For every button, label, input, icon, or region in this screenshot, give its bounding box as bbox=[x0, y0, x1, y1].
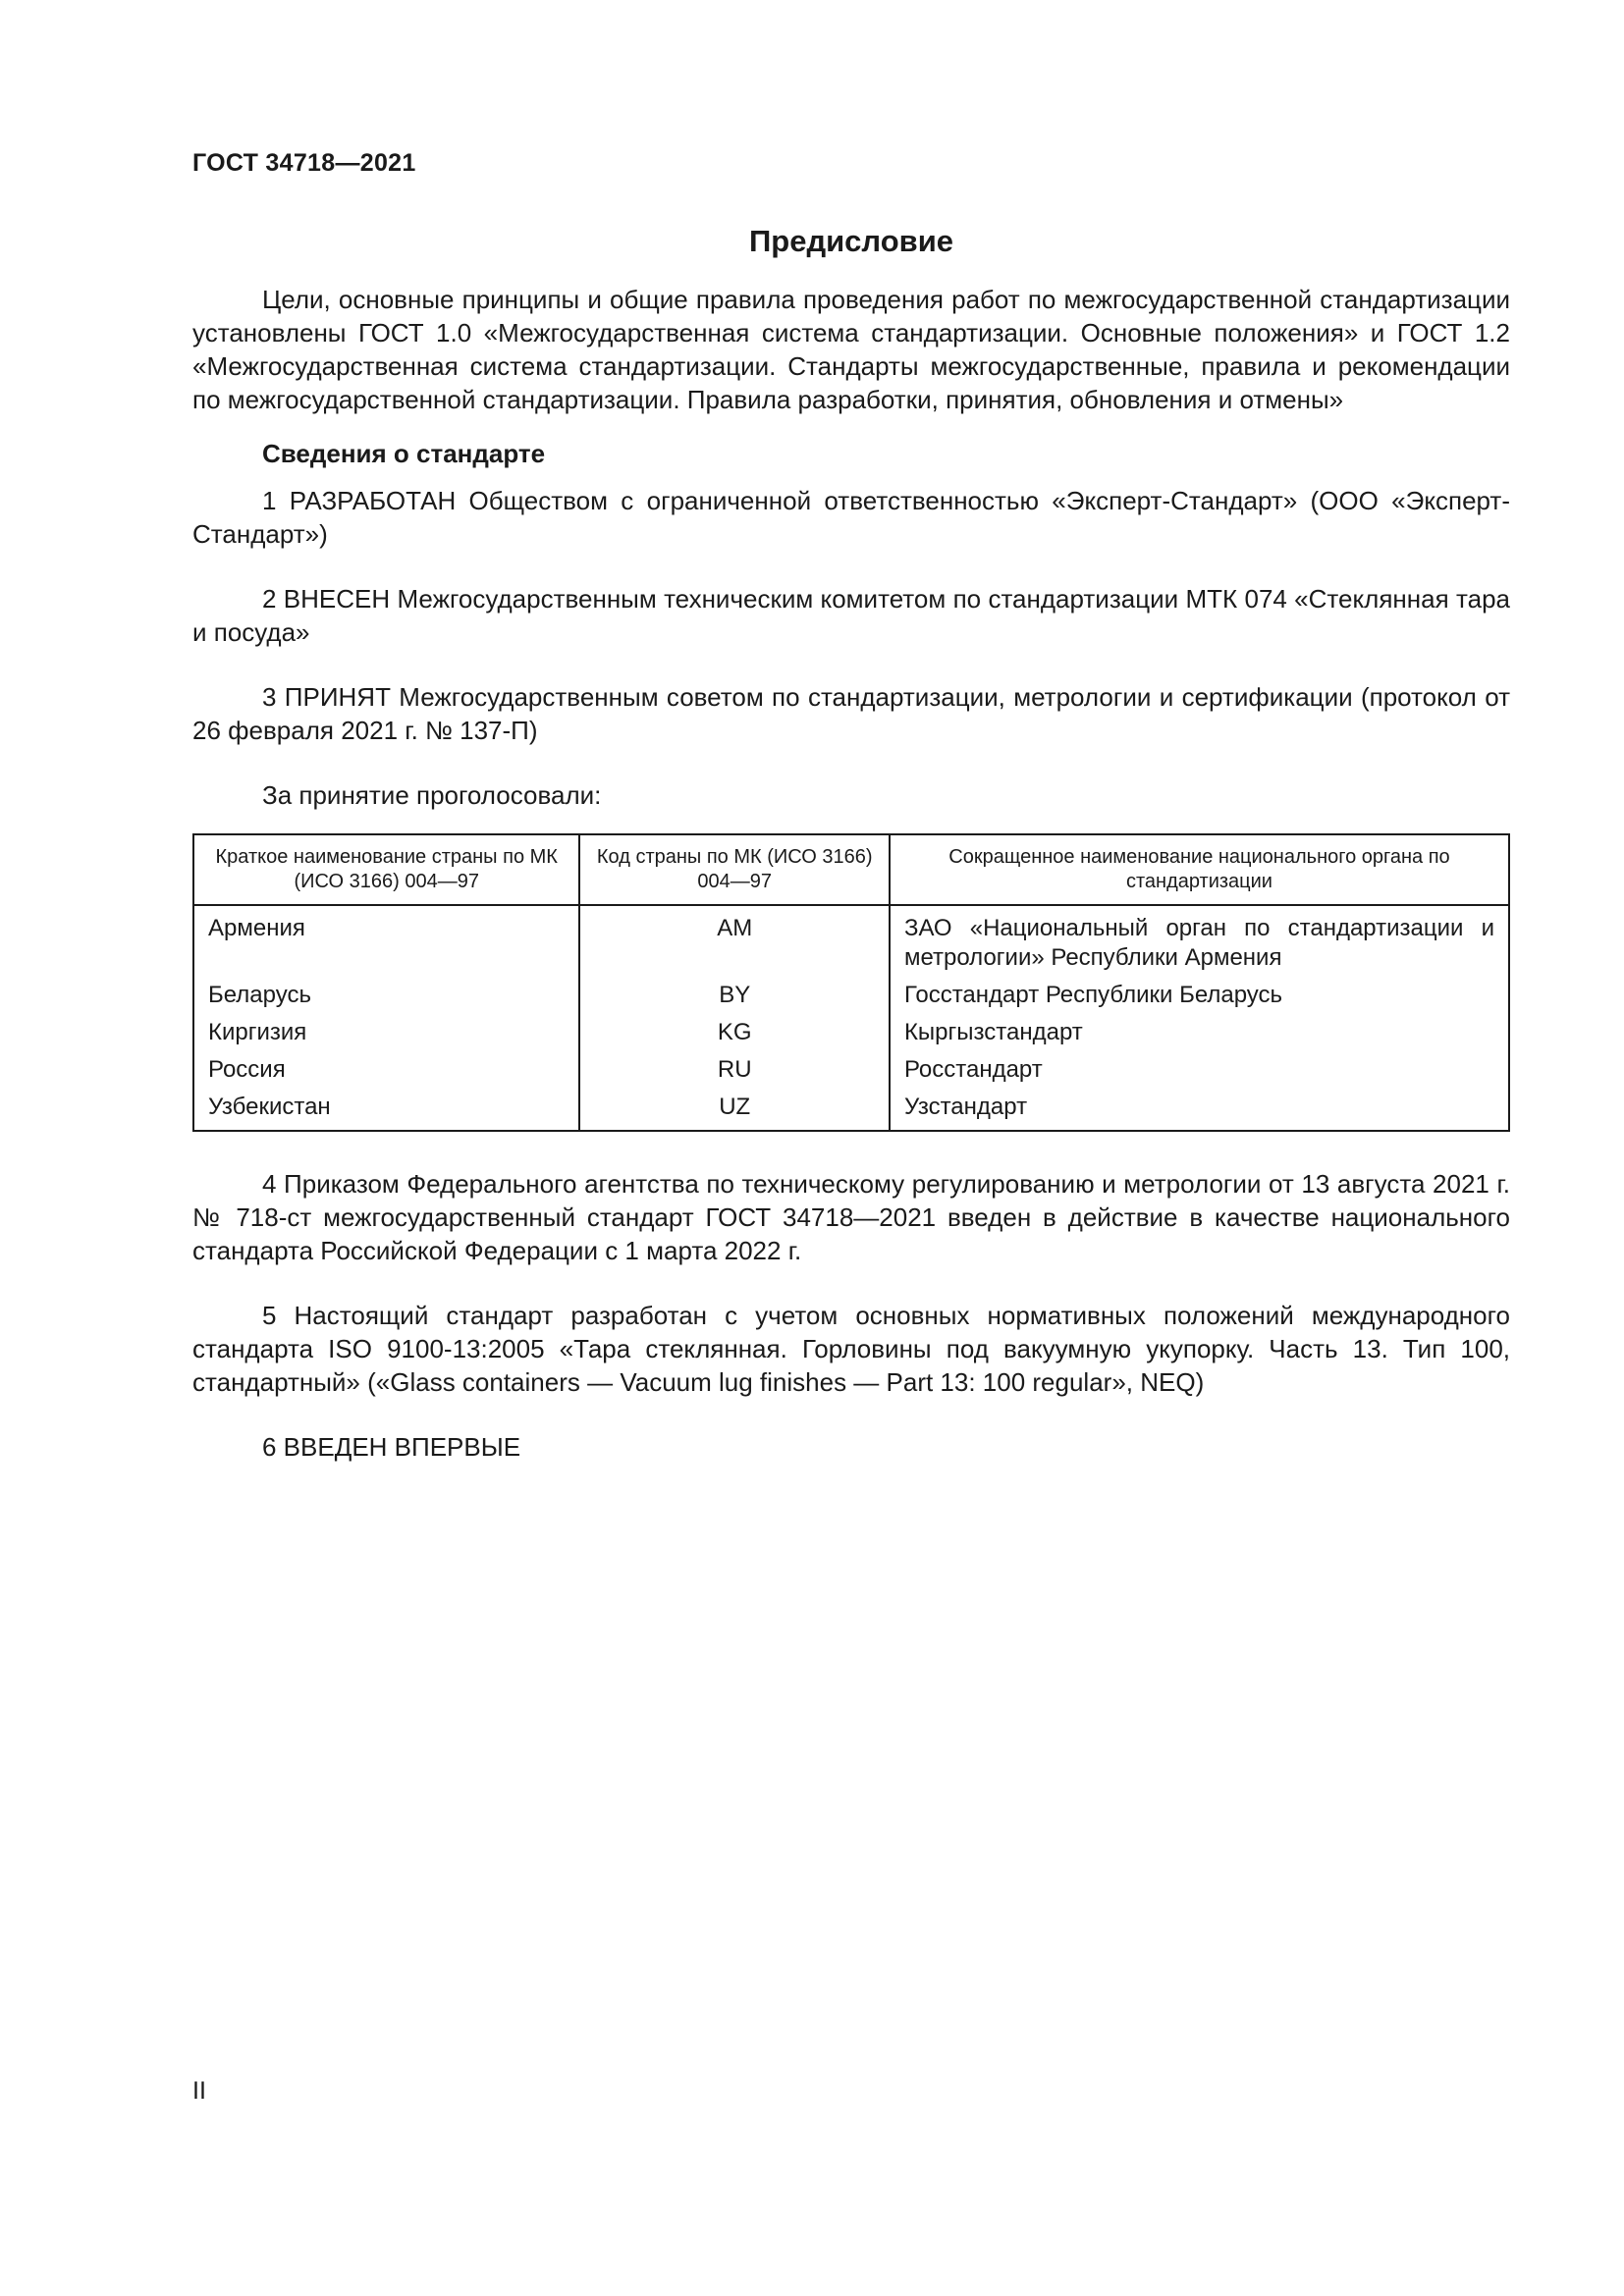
country-cell: Россия bbox=[193, 1051, 579, 1089]
document-code: ГОСТ 34718—2021 bbox=[192, 149, 416, 177]
org-cell: Кыргызстандарт bbox=[903, 1019, 1083, 1045]
item-submitted: 2 ВНЕСЕН Межгосударственным техническим комитетом по стандартизации МТК 074 «Стеклянная тара и посуда» bbox=[192, 584, 1510, 647]
org-cell: Госстандарт Республики Беларусь bbox=[903, 982, 1283, 1008]
column-header-org: Сокращенное наименование национального органа по стандартизации bbox=[890, 834, 1509, 905]
column-header-country: Краткое наименование страны по МК (ИСО 3166) 004—97 bbox=[193, 834, 579, 905]
country-cell: Беларусь bbox=[193, 977, 579, 1014]
item-basis: 5 Настоящий стандарт разработан с учетом основных нормативных положений международного стандарта ISO 9100-13:2005 «Тара стеклянная. Горловины под вакуумную укупорку. Часть 13. Тип 100, стандартный» («Glass containers — Vacuum lug finishes — Part 13: 100 regular», NEQ) bbox=[192, 1301, 1510, 1397]
item-first-introduced: 6 ВВЕДЕН ВПЕРВЫЕ bbox=[262, 1432, 521, 1462]
code-cell: BY bbox=[579, 977, 889, 1014]
page-number: II bbox=[192, 2077, 206, 2105]
page-title: Предисловие bbox=[748, 224, 953, 258]
code-cell: KG bbox=[579, 1014, 889, 1051]
country-cell: Узбекистан bbox=[193, 1089, 579, 1131]
item-order: 4 Приказом Федерального агентства по техническому регулированию и метрологии от 13 августа 2021 г. № 718-ст межгосударственный стандарт ГОСТ 34718—2021 введен в действие в качестве национального стандарта Российской Федерации с 1 марта 2022 г. bbox=[192, 1169, 1510, 1265]
table-row bbox=[193, 977, 1509, 1014]
org-cell: ЗАО «Национальный орган по стандартизации и метрологии» Республики Армения bbox=[903, 915, 1494, 971]
code-cell: AM bbox=[579, 905, 889, 977]
table-header-row bbox=[193, 834, 1509, 905]
column-header-code: Код страны по МК (ИСО 3166) 004—97 bbox=[579, 834, 889, 905]
table-row bbox=[193, 905, 1509, 977]
table-row bbox=[193, 1089, 1509, 1131]
country-cell: Киргизия bbox=[193, 1014, 579, 1051]
table-row bbox=[193, 1014, 1509, 1051]
main-content bbox=[192, 283, 1510, 1464]
table-row bbox=[193, 1051, 1509, 1089]
vote-intro: За принятие проголосовали: bbox=[262, 780, 602, 810]
intro-paragraph: Цели, основные принципы и общие правила проведения работ по межгосударственной стандартизации установлены ГОСТ 1.0 «Межгосударственная система стандартизации. Основные положения» и ГОСТ 1.2 «Межгосударственная система стандартизации. Стандарты межгосударственные, правила и рекомендации по межгосударственной стандартизации. Правила разработки, принятия, обновления и отмены» bbox=[192, 285, 1510, 414]
voting-countries-table bbox=[192, 833, 1510, 1132]
code-cell: UZ bbox=[579, 1089, 889, 1131]
item-adopted: 3 ПРИНЯТ Межгосударственным советом по стандартизации, метрологии и сертификации (протокол от 26 февраля 2021 г. № 137-П) bbox=[192, 682, 1510, 745]
org-cell: Росстандарт bbox=[903, 1056, 1043, 1083]
code-cell: RU bbox=[579, 1051, 889, 1089]
item-developed: 1 РАЗРАБОТАН Обществом с ограниченной ответственностью «Эксперт-Стандарт» (ООО «Эксперт-Стандарт») bbox=[192, 486, 1510, 549]
section-subheading: Сведения о стандарте bbox=[262, 439, 546, 468]
org-cell: Узстандарт bbox=[903, 1094, 1028, 1120]
country-cell: Армения bbox=[193, 905, 579, 977]
